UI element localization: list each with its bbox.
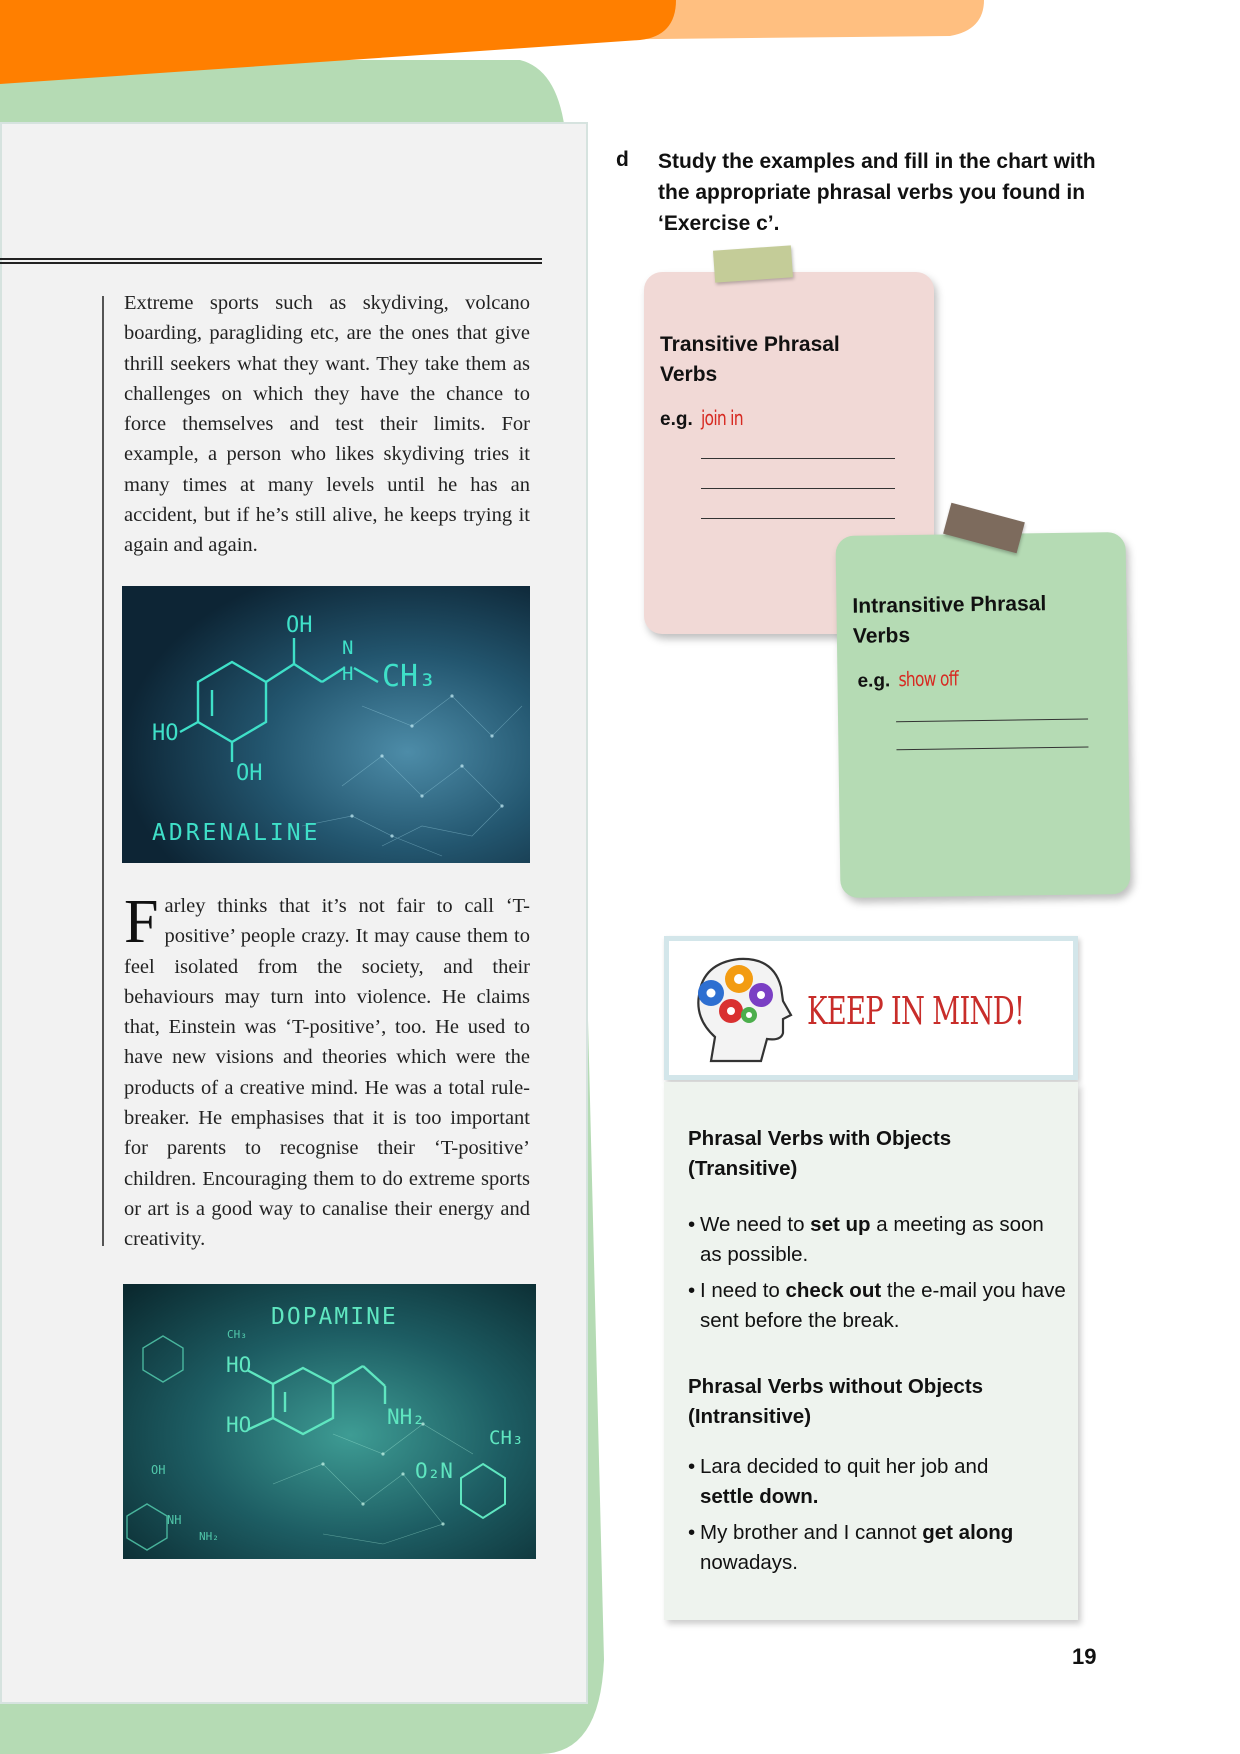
gear-blue bbox=[698, 980, 724, 1006]
atom-ho-top: HO bbox=[226, 1353, 252, 1377]
dopamine-title: DOPAMINE bbox=[271, 1304, 398, 1330]
article-paragraph-1: Extreme sports such as skydiving, volcano boarding, paragliding etc, are the ones that give thrill seekers what they want. They take them as challenges on which they have the chance to force themselves and test their limits. For example, a person who likes skydiving tries it many times at many levels until he has an accident, but if he’s still alive, he keeps trying it again and again. bbox=[124, 292, 530, 557]
transitive-example-2: • I need to check out the e-mail you have sent before the break. bbox=[688, 1279, 1066, 1332]
transitive-example: join in bbox=[700, 406, 743, 430]
atom-nh: NH bbox=[167, 1513, 182, 1527]
dopamine-image bbox=[123, 1284, 536, 1559]
atom-o2n: O₂N bbox=[415, 1459, 453, 1483]
double-rule-divider bbox=[0, 258, 542, 264]
article-paragraph-2 bbox=[124, 888, 530, 1255]
transitive-note-title: Transitive Phrasal Verbs bbox=[660, 333, 840, 386]
atom-ho: HO bbox=[152, 721, 179, 746]
atom-ho-bottom: HO bbox=[226, 1413, 252, 1437]
intransitive-example-1: • Lara decided to quit her job and settle down. bbox=[688, 1455, 989, 1508]
drop-cap: F bbox=[124, 888, 159, 956]
gear-green bbox=[741, 1007, 757, 1023]
transitive-heading: Phrasal Verbs with Objects (Transitive) bbox=[688, 1127, 952, 1180]
keep-in-mind-body bbox=[664, 1082, 1078, 1620]
intransitive-example: show off bbox=[898, 666, 958, 692]
keep-in-mind-header bbox=[664, 936, 1078, 1080]
transitive-eg-row bbox=[660, 406, 754, 431]
intransitive-eg-label: e.g. bbox=[857, 670, 891, 692]
transitive-eg-label: e.g. bbox=[660, 409, 693, 430]
atom-h: H bbox=[342, 663, 354, 685]
atom-oh: OH bbox=[151, 1463, 166, 1477]
atom-oh-bottom: OH bbox=[236, 761, 263, 786]
intransitive-blank-1[interactable] bbox=[896, 719, 1088, 723]
exercise-instruction: Study the examples and fill in the chart with the appropriate phrasal verbs you found in ‘Exercise c’. bbox=[658, 150, 1096, 235]
adrenaline-title: ADRENALINE bbox=[152, 820, 321, 846]
transitive-example-1: • We need to set up a meeting as soon as possible. bbox=[688, 1213, 1044, 1266]
keep-in-mind-title: KEEP IN MIND! bbox=[807, 989, 1025, 1033]
atom-nh2: NH₂ bbox=[387, 1405, 425, 1429]
page-number: 19 bbox=[1072, 1644, 1097, 1669]
atom-oh-top: OH bbox=[286, 613, 313, 638]
adrenaline-image bbox=[122, 586, 530, 863]
gear-purple bbox=[749, 983, 773, 1007]
exercise-letter: d bbox=[616, 148, 629, 171]
intransitive-blank-2[interactable] bbox=[896, 747, 1088, 751]
gear-orange bbox=[725, 965, 753, 993]
intransitive-note bbox=[835, 532, 1130, 898]
atom-n: N bbox=[342, 637, 354, 659]
intransitive-eg-row bbox=[857, 666, 974, 693]
gear-red bbox=[719, 999, 743, 1023]
intransitive-example-2: • My brother and I cannot get along nowadays. bbox=[688, 1521, 1014, 1574]
transitive-blank-3[interactable] bbox=[701, 518, 895, 519]
tape-green bbox=[713, 245, 793, 282]
intransitive-heading: Phrasal Verbs without Objects (Intransitive) bbox=[688, 1375, 984, 1428]
atom-ch3: CH₃ bbox=[489, 1427, 524, 1449]
atom-ch3-small: CH₃ bbox=[227, 1328, 247, 1341]
article-paragraph-2-text: arley thinks that it’s not fair to call ‘T-positive’ people crazy. It may cause them to feel isolated from the society, and their behaviours may turn into violence. He claims that, Einstein was ‘T-positive’, too. He used to have new visions and theories which were the products of a creative mind. He was a total rule-breaker. He emphasises that it is too important for parents to recognise their ‘T-positive’ children. Encouraging them to do extreme sports or art is a good way to canalise their energy and creativity. bbox=[124, 895, 530, 1251]
article-side-rule bbox=[102, 296, 104, 1246]
transitive-blank-1[interactable] bbox=[701, 458, 895, 459]
intransitive-note-title: Intransitive Phrasal Verbs bbox=[852, 592, 1047, 648]
transitive-blank-2[interactable] bbox=[701, 488, 895, 489]
brain-gears-icon bbox=[681, 949, 801, 1069]
atom-nh2-small: NH₂ bbox=[199, 1530, 219, 1543]
atom-ch3: CH₃ bbox=[382, 659, 437, 694]
